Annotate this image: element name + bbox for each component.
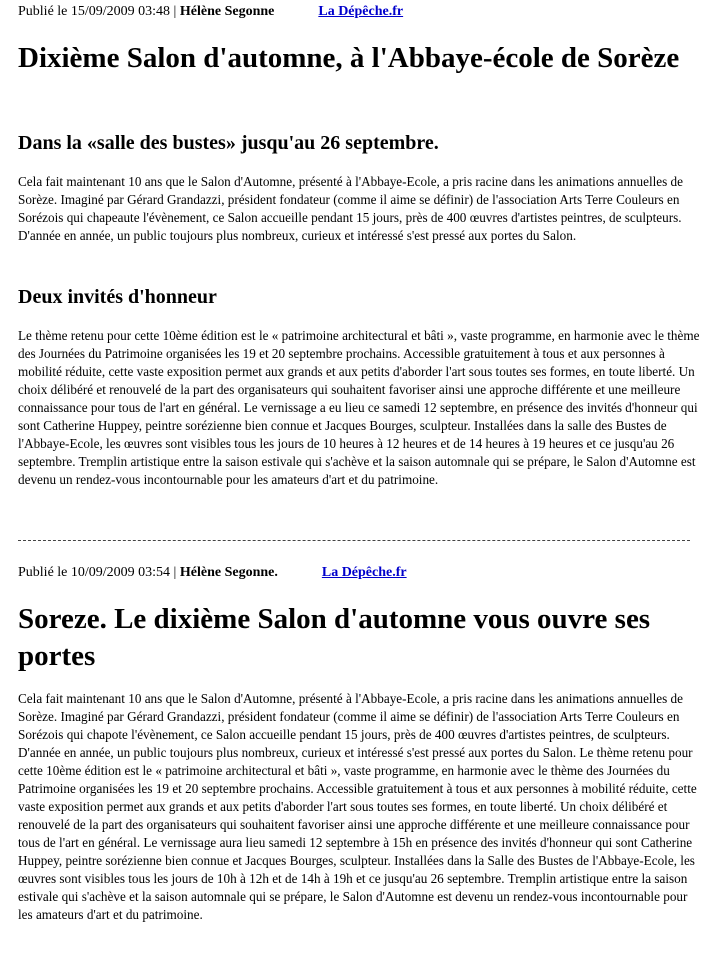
article-1-publish-date: Publié le 15/09/2009 03:48 | [18, 4, 180, 19]
article-1-paragraph-1: Cela fait maintenant 10 ans que le Salon d'Automne, présenté à l'Abbaye-Ecole, a pris racine dans les animations annuelles de Sorèze. Imaginé par Gérard Grandazzi, président fondateur (comme il aime se définir) de l'association Arts Terre Couleurs en Sorézois qui chapeaute l'évènement, ce Salon accueille pendant 15 jours, près de 400 œuvres d'artistes peintres, de sculpteurs. D'année en année, un public toujours plus nombreux, curieux et intéressé s'est pressé aux portes du Salon. [18, 174, 684, 243]
article-1-source-link[interactable]: La Dépêche.fr [318, 4, 404, 19]
article-2-paragraph: Cela fait maintenant 10 ans que le Salon d'Automne, présenté à l'Abbaye-Ecole, a pris racine dans les animations annuelles de Sorèze. Imaginé par Gérard Grandazzi, président fondateur (comme il aime se définir) de l'association Arts Terre Couleurs en Sorézois qui chapote l'évènement, ce Salon accueille pendant 15 jours, près de 400 œuvres d'artistes peintres, de sculpteurs. D'année en année, un public toujours plus nombreux, curieux et intéressé s'est pressé aux portes du Salon. Le thème retenu pour cette 10ème édition est le « patrimoine architectural et bâti », vaste programme, en harmonie avec le thème des Journées du Patrimoine organisées les 19 et 20 septembre prochains. Accessible gratuitement à tous et aux personnes à mobilité réduite, cette vaste exposition permet aux grands et aux petits d'aborder l'art sous toutes ses formes, en toute liberté. Un choix délibéré et renouvelé de la part des organisateurs qui souhaitent favoriser ainsi une approche différente et une meilleure connaissance pour tous de l'art en général. Le vernissage aura lieu samedi 12 septembre à 15h en présence des invités d'honneur qui sont Catherine Huppey, peintre sorézienne bien connue et Jacques Bourges, sculpteur. Installées dans la Salle des Bustes de l'Abbaye-Ecole, les œuvres sont visibles tous les jours de 10h à 12h et de 14h à 19h et ce jusqu'au 26 septembre. Tremplin artistique entre la saison estivale qui s'achève et la saison automnale qui se prépare, le Salon d'Automne est devenu un rendez-vous incontournable pour les amateurs d'art et du patrimoine. [18, 691, 697, 922]
article-2-author: Hélène Segonne. [179, 565, 278, 580]
article-2-byline [18, 564, 407, 582]
article-1-author: Hélène Segonne [179, 4, 275, 19]
article-1-byline [18, 3, 403, 21]
article-1-paragraph-2: Le thème retenu pour cette 10ème édition est le « patrimoine architectural et bâti », vaste programme, en harmonie avec le thème des Journées du Patrimoine organisées les 19 et 20 septembre prochains. Accessible gratuitement à tous et aux personnes à mobilité réduite, cette vaste exposition permet aux grands et aux petits d'aborder l'art sous toutes ses formes, en toute liberté. Un choix délibéré et renouvelé de la part des organisateurs qui souhaitent favoriser ainsi une approche différente et une meilleure connaissance pour tous de l'art en général. Le vernissage a eu lieu ce samedi 12 septembre, en présence des invités d'honneur qui sont Catherine Huppey, peintre sorézienne bien connue et Jacques Bourges, sculpteur. Installées dans la salle des Bustes de l'Abbaye-Ecole, les œuvres sont visibles tous les jours de 10 heures à 12 heures et de 14 heures à 19 heures et ce jusqu'au 26 septembre. Tremplin artistique entre la saison estivale qui s'achève et la saison automnale qui se prépare, le Salon d'Automne est devenu un rendez-vous incontournable pour les amateurs d'art et du patrimoine. [18, 328, 700, 487]
article-1-subtitle: Dans la «salle des bustes» jusqu'au 26 septembre. [18, 132, 439, 154]
article-1-title: Dixième Salon d'automne, à l'Abbaye-école de Sorèze [18, 42, 680, 74]
article-2-title: Soreze. Le dixième Salon d'automne vous ouvre ses portes [18, 603, 651, 672]
article-1-section-heading: Deux invités d'honneur [18, 286, 217, 308]
article-separator [18, 540, 690, 541]
article-2-publish-date: Publié le 10/09/2009 03:54 | [18, 565, 180, 580]
article-2-source-link[interactable]: La Dépêche.fr [321, 565, 407, 580]
